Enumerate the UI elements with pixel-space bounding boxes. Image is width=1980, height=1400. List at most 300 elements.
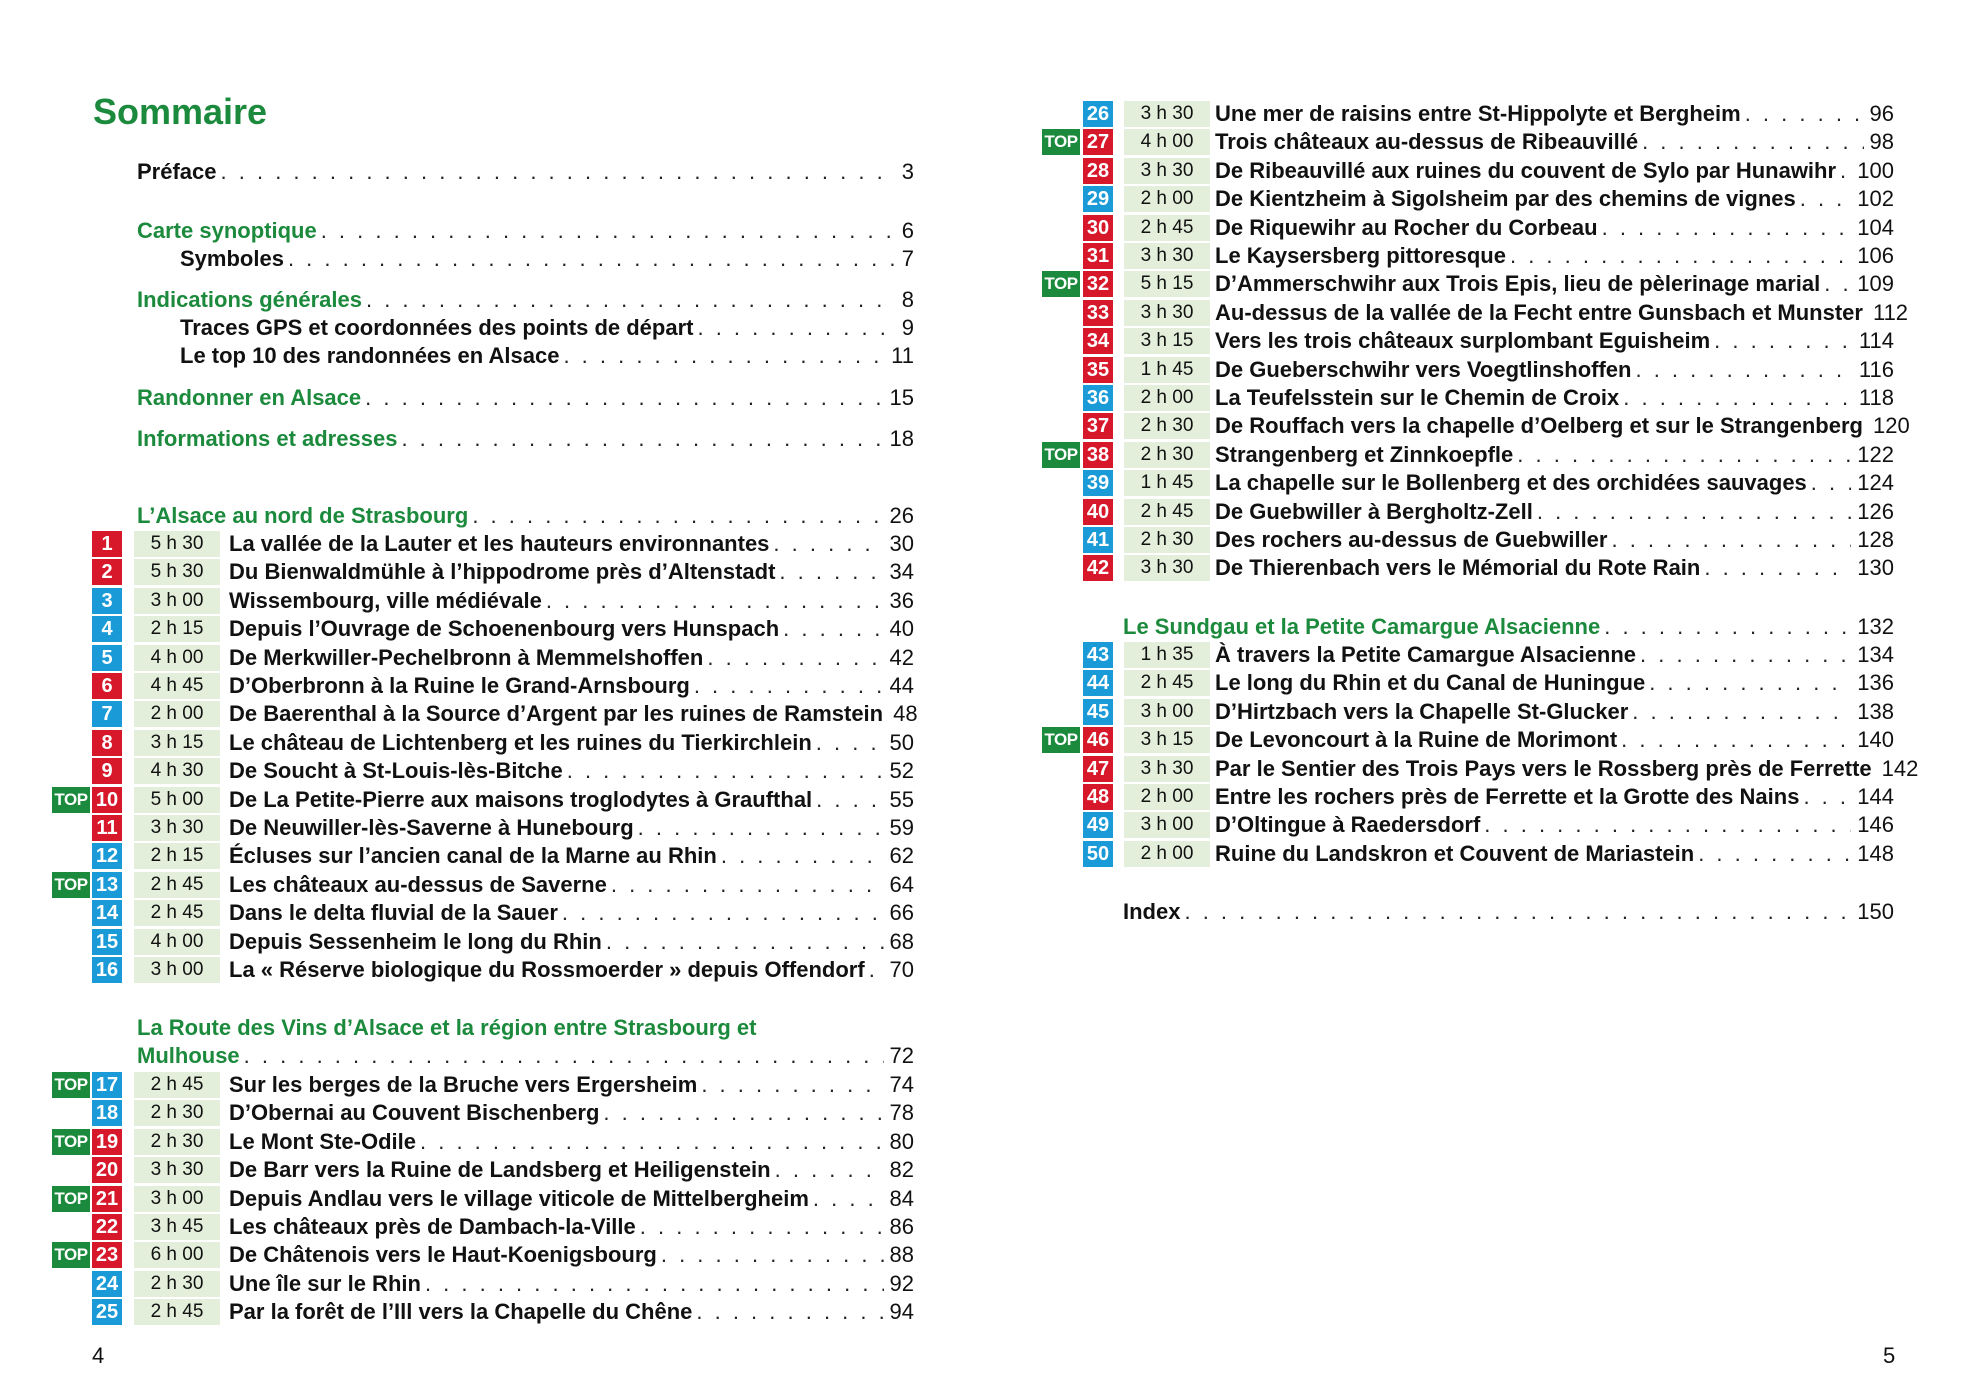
route-number-badge: 42	[1083, 555, 1113, 581]
route-number-badge: 46	[1083, 727, 1113, 753]
page-number: 40	[889, 616, 914, 641]
route-number-badge: 48	[1083, 784, 1113, 810]
route-duration: 2 h 15	[134, 616, 220, 642]
index-entry[interactable]	[1123, 898, 1894, 926]
page-number: 120	[1872, 413, 1910, 438]
route-number-badge: 24	[92, 1271, 122, 1297]
page-number: 30	[889, 531, 914, 556]
page-number: 11	[891, 343, 914, 368]
route-duration: 3 h 30	[134, 1157, 220, 1183]
route-title: D’Ammerschwihr aux Trois Epis, lieu de pèlerinage marial	[1215, 271, 1821, 296]
leader-dots	[365, 384, 883, 412]
route-entry[interactable]	[1215, 554, 1894, 582]
leader-dots	[1640, 641, 1851, 669]
route-entry[interactable]	[1215, 157, 1894, 185]
toc-entry[interactable]	[180, 342, 914, 370]
page-number: 136	[1857, 670, 1894, 695]
route-title: D’Obernai au Couvent Bischenberg	[229, 1100, 600, 1125]
route-number-badge: 18	[92, 1100, 122, 1126]
route-number-badge: 50	[1083, 841, 1113, 867]
page-number: 62	[889, 843, 914, 868]
route-entry[interactable]	[229, 615, 914, 643]
page-number: 86	[889, 1214, 914, 1239]
route-number-badge: 9	[92, 758, 122, 784]
route-title: Du Bienwaldmühle à l’hippodrome près d’Altenstadt	[229, 559, 776, 584]
leader-dots	[697, 314, 895, 342]
route-number-badge: 30	[1083, 215, 1113, 241]
route-number-badge: 31	[1083, 243, 1113, 269]
page-number: 138	[1857, 699, 1894, 724]
page-number: 70	[889, 957, 914, 982]
route-number-badge: 44	[1083, 670, 1113, 696]
route-number-badge: 2	[92, 559, 122, 585]
toc-entry-label: Préface	[137, 159, 217, 184]
leader-dots	[1604, 613, 1851, 641]
route-title: La chapelle sur le Bollenberg et des orchidées sauvages	[1215, 470, 1807, 495]
page-number: 144	[1857, 784, 1894, 809]
route-title: De Riquewihr au Rocher du Corbeau	[1215, 215, 1598, 240]
route-entry[interactable]	[1215, 412, 1910, 440]
route-duration: 3 h 30	[1124, 555, 1210, 581]
route-duration: 2 h 00	[1124, 385, 1210, 411]
route-duration: 3 h 30	[1124, 243, 1210, 269]
route-duration: 2 h 45	[1124, 499, 1210, 525]
route-entry[interactable]	[229, 786, 914, 814]
route-title: La « Réserve biologique du Rossmoerder » depuis Offendorf	[229, 957, 865, 982]
page-number: 130	[1857, 555, 1894, 580]
route-entry[interactable]	[229, 1241, 914, 1269]
route-duration: 2 h 30	[134, 1100, 220, 1126]
route-number-badge: 47	[1083, 756, 1113, 782]
leader-dots	[567, 757, 884, 785]
route-entry[interactable]	[229, 842, 914, 870]
route-number-badge: 49	[1083, 812, 1113, 838]
route-duration: 3 h 15	[1124, 328, 1210, 354]
page-number: 132	[1857, 614, 1894, 639]
route-duration: 3 h 30	[1124, 756, 1210, 782]
leader-dots	[321, 217, 896, 245]
leader-dots	[288, 245, 896, 273]
route-duration: 3 h 30	[1124, 158, 1210, 184]
route-duration: 4 h 00	[134, 929, 220, 955]
route-title: De Levoncourt à la Ruine de Morimont	[1215, 727, 1618, 752]
route-number-badge: 19	[92, 1129, 122, 1155]
route-entry[interactable]	[229, 672, 914, 700]
route-title: De Barr vers la Ruine de Landsberg et Heiligenstein	[229, 1157, 771, 1182]
route-duration: 2 h 30	[1124, 442, 1210, 468]
route-duration: 2 h 45	[134, 900, 220, 926]
route-entry[interactable]	[1215, 270, 1894, 298]
route-number-badge: 4	[92, 616, 122, 642]
leader-dots	[221, 158, 896, 186]
page-number: 104	[1857, 215, 1894, 240]
top-badge: TOP	[52, 1129, 90, 1155]
route-entry[interactable]	[1215, 840, 1894, 868]
toc-entry-label: Symboles	[180, 246, 284, 271]
route-title: Depuis l’Ouvrage de Schoenenbourg vers Hunspach	[229, 616, 780, 641]
route-title: Depuis Andlau vers le village viticole de Mittelbergheim	[229, 1186, 809, 1211]
route-duration: 2 h 45	[1124, 670, 1210, 696]
route-duration: 2 h 30	[134, 1129, 220, 1155]
route-title: Depuis Sessenheim le long du Rhin	[229, 929, 602, 954]
route-duration: 1 h 45	[1124, 470, 1210, 496]
route-duration: 1 h 45	[1124, 357, 1210, 383]
leader-dots	[546, 587, 884, 615]
route-number-badge: 28	[1083, 158, 1113, 184]
leader-dots	[1840, 157, 1851, 185]
route-title: Entre les rochers près de Ferrette et la Grotte des Nains	[1215, 784, 1800, 809]
leader-dots	[1184, 898, 1851, 926]
route-title: De Thierenbach vers le Mémorial du Rote Rain	[1215, 555, 1701, 580]
route-entry[interactable]	[1215, 299, 1909, 327]
leader-dots	[1642, 128, 1863, 156]
route-duration: 2 h 15	[134, 843, 220, 869]
leader-dots	[1602, 214, 1852, 242]
leader-dots	[472, 502, 883, 530]
route-title: De Soucht à St-Louis-lès-Bitche	[229, 758, 563, 783]
page-number: 150	[1857, 899, 1894, 924]
toc-entry[interactable]	[180, 314, 914, 342]
toc-entry-label: Le top 10 des randonnées en Alsace	[180, 343, 560, 368]
route-title: Le Kaysersberg pittoresque	[1215, 243, 1506, 268]
section-heading-north[interactable]	[137, 502, 914, 530]
leader-dots	[721, 842, 884, 870]
leader-dots	[1517, 441, 1851, 469]
leader-dots	[779, 558, 883, 586]
page-title: Sommaire	[93, 91, 268, 132]
section-heading-vins[interactable]	[137, 1042, 914, 1070]
route-title: Sur les berges de la Bruche vers Ergersheim	[229, 1072, 698, 1097]
page-number: 88	[889, 1242, 914, 1267]
route-number-badge: 23	[92, 1242, 122, 1268]
page-number: 94	[889, 1299, 914, 1324]
leader-dots	[696, 1298, 883, 1326]
route-number-badge: 16	[92, 957, 122, 983]
toc-entry-label: Informations et adresses	[137, 426, 398, 451]
leader-dots	[1649, 669, 1851, 697]
route-entry[interactable]	[1215, 641, 1894, 669]
route-entry[interactable]	[229, 530, 914, 558]
leader-dots	[401, 425, 883, 453]
leader-dots	[661, 1241, 884, 1269]
leader-dots	[816, 729, 884, 757]
route-title: Par le Sentier des Trois Pays vers le Rossberg près de Ferrette	[1215, 756, 1872, 781]
route-duration: 3 h 00	[1124, 812, 1210, 838]
page-number: 64	[889, 872, 914, 897]
route-number-badge: 32	[1083, 271, 1113, 297]
route-title: Le long du Rhin et du Canal de Huningue	[1215, 670, 1646, 695]
page-number: 128	[1857, 527, 1894, 552]
route-number-badge: 15	[92, 929, 122, 955]
leader-dots	[775, 1156, 884, 1184]
page-number: 80	[889, 1129, 914, 1154]
route-number-badge: 41	[1083, 527, 1113, 553]
route-entry[interactable]	[229, 644, 914, 672]
route-duration: 4 h 00	[134, 645, 220, 671]
route-title: Une île sur le Rhin	[229, 1271, 421, 1296]
route-duration: 3 h 00	[134, 957, 220, 983]
route-duration: 3 h 15	[134, 730, 220, 756]
route-entry[interactable]	[1215, 214, 1894, 242]
route-number-badge: 14	[92, 900, 122, 926]
route-entry[interactable]	[229, 729, 914, 757]
page-number: 6	[901, 218, 914, 243]
route-duration: 2 h 45	[134, 872, 220, 898]
top-badge: TOP	[1042, 271, 1080, 297]
leader-dots	[1704, 554, 1851, 582]
route-title: De Gueberschwihr vers Voegtlinshoffen	[1215, 357, 1632, 382]
toc-entry[interactable]	[137, 158, 914, 186]
route-number-badge: 33	[1083, 300, 1113, 326]
route-entry[interactable]	[229, 587, 914, 615]
route-entry[interactable]	[229, 1213, 914, 1241]
route-title: De Châtenois vers le Haut-Koenigsbourg	[229, 1242, 657, 1267]
route-entry[interactable]	[229, 558, 914, 586]
route-number-badge: 21	[92, 1186, 122, 1212]
page-number: 140	[1857, 727, 1894, 752]
page-number: 72	[889, 1043, 914, 1068]
page-number: 118	[1858, 385, 1894, 410]
leader-dots	[244, 1042, 884, 1070]
route-entry[interactable]	[1215, 498, 1894, 526]
toc-entry[interactable]	[137, 286, 914, 314]
route-number-badge: 27	[1083, 129, 1113, 155]
route-entry[interactable]	[229, 1156, 914, 1184]
leader-dots	[366, 286, 896, 314]
route-entry[interactable]	[229, 956, 914, 984]
route-entry[interactable]	[1215, 128, 1894, 156]
toc-entry[interactable]	[137, 425, 914, 453]
top-badge: TOP	[52, 1072, 90, 1098]
leader-dots	[563, 342, 885, 370]
route-title: De Kientzheim à Sigolsheim par des chemins de vignes	[1215, 186, 1796, 211]
route-entry[interactable]	[229, 814, 914, 842]
leader-dots	[611, 871, 884, 899]
section-heading-vins-line1	[137, 1014, 914, 1042]
route-title: Écluses sur l’ancien canal de la Marne au Rhin	[229, 843, 717, 868]
page-number: 122	[1857, 442, 1894, 467]
leader-dots	[1800, 185, 1852, 213]
route-entry[interactable]	[1215, 441, 1894, 469]
route-entry[interactable]	[1215, 526, 1894, 554]
route-number-badge: 35	[1083, 357, 1113, 383]
leader-dots	[1537, 498, 1851, 526]
toc-entry[interactable]	[137, 384, 914, 412]
route-title: Vers les trois châteaux surplombant Eguisheim	[1215, 328, 1711, 353]
top-badge: TOP	[52, 872, 90, 898]
route-title: À travers la Petite Camargue Alsacienne	[1215, 642, 1637, 667]
page-number: 114	[1858, 328, 1894, 353]
leader-dots	[1621, 726, 1851, 754]
route-duration: 3 h 30	[1124, 101, 1210, 127]
route-entry[interactable]	[1215, 726, 1894, 754]
leader-dots	[420, 1128, 884, 1156]
route-entry[interactable]	[1215, 356, 1894, 384]
page-number: 50	[889, 730, 914, 755]
route-duration: 3 h 00	[1124, 699, 1210, 725]
page-number: 92	[889, 1271, 914, 1296]
leader-dots	[1611, 526, 1851, 554]
route-number-badge: 25	[92, 1299, 122, 1325]
route-entry[interactable]	[229, 1128, 914, 1156]
top-badge: TOP	[52, 1186, 90, 1212]
route-title: De Baerenthal à la Source d’Argent par les ruines de Ramstein	[229, 701, 884, 726]
route-number-badge: 6	[92, 673, 122, 699]
route-entry[interactable]	[229, 700, 918, 728]
top-badge: TOP	[52, 1242, 90, 1268]
route-entry[interactable]	[1215, 698, 1894, 726]
route-entry[interactable]	[229, 1270, 914, 1298]
route-duration: 2 h 45	[134, 1072, 220, 1098]
route-entry[interactable]	[229, 1099, 914, 1127]
route-duration: 2 h 30	[134, 1271, 220, 1297]
route-number-badge: 1	[92, 531, 122, 557]
route-number-badge: 40	[1083, 499, 1113, 525]
top-badge: TOP	[1042, 442, 1080, 468]
leader-dots	[707, 644, 883, 672]
leader-dots	[425, 1270, 884, 1298]
route-number-badge: 3	[92, 588, 122, 614]
route-duration: 2 h 00	[1124, 784, 1210, 810]
route-entry[interactable]	[1215, 242, 1894, 270]
route-number-badge: 20	[92, 1157, 122, 1183]
route-number-badge: 22	[92, 1214, 122, 1240]
route-title: Strangenberg et Zinnkoepfle	[1215, 442, 1514, 467]
route-title: De Neuwiller-lès-Saverne à Hunebourg	[229, 815, 634, 840]
top-badge: TOP	[1042, 727, 1080, 753]
page-number: 59	[889, 815, 914, 840]
route-title: La Teufelsstein sur le Chemin de Croix	[1215, 385, 1620, 410]
section-title: L’Alsace au nord de Strasbourg	[137, 503, 469, 528]
route-number-badge: 8	[92, 730, 122, 756]
leader-dots	[783, 615, 883, 643]
route-entry[interactable]	[1215, 755, 1919, 783]
route-duration: 2 h 00	[1124, 186, 1210, 212]
route-duration: 3 h 30	[1124, 300, 1210, 326]
route-entry[interactable]	[1215, 100, 1894, 128]
leader-dots	[1745, 100, 1864, 128]
route-number-badge: 39	[1083, 470, 1113, 496]
route-entry[interactable]	[1215, 783, 1894, 811]
page-number: 96	[1869, 101, 1894, 126]
route-title: Wissembourg, ville médiévale	[229, 588, 542, 613]
route-entry[interactable]	[229, 928, 914, 956]
route-entry[interactable]	[229, 871, 914, 899]
page-number: 34	[889, 559, 914, 584]
folio-left: 4	[92, 1343, 105, 1368]
route-duration: 5 h 00	[134, 787, 220, 813]
right-page	[990, 0, 1980, 1400]
leader-dots	[816, 786, 883, 814]
section-title-line2: Mulhouse	[137, 1043, 240, 1068]
leader-dots	[773, 530, 883, 558]
leader-dots	[701, 1071, 883, 1099]
route-number-badge: 29	[1083, 186, 1113, 212]
page-number: 74	[889, 1072, 914, 1097]
page-number: 124	[1857, 470, 1894, 495]
leader-dots	[640, 1213, 884, 1241]
route-title: D’Oberbronn à la Ruine le Grand-Arnsbourg	[229, 673, 690, 698]
toc-entry-label: Randonner en Alsace	[137, 385, 362, 410]
route-entry[interactable]	[229, 1185, 914, 1213]
leader-dots	[606, 928, 884, 956]
route-number-badge: 17	[92, 1072, 122, 1098]
page-number: 134	[1857, 642, 1894, 667]
route-title: Au-dessus de la vallée de la Fecht entre Gunsbach et Munster	[1215, 300, 1863, 325]
leader-dots	[813, 1185, 884, 1213]
top-badge: TOP	[52, 787, 90, 813]
route-number-badge: 43	[1083, 642, 1113, 668]
leader-dots	[1811, 469, 1851, 497]
route-duration: 3 h 15	[1124, 727, 1210, 753]
route-duration: 3 h 00	[134, 588, 220, 614]
toc-entry[interactable]	[137, 217, 914, 245]
route-number-badge: 7	[92, 701, 122, 727]
toc-entry[interactable]	[180, 245, 914, 273]
route-title: De Rouffach vers la chapelle d’Oelberg et sur le Strangenberg	[1215, 413, 1863, 438]
page-number: 142	[1881, 756, 1919, 781]
leader-dots	[1510, 242, 1851, 270]
page-number: 68	[889, 929, 914, 954]
page-number: 112	[1872, 300, 1909, 325]
route-duration: 1 h 35	[1124, 642, 1210, 668]
page-number: 48	[893, 701, 918, 726]
top-badge: TOP	[1042, 129, 1080, 155]
route-entry[interactable]	[1215, 811, 1894, 839]
route-duration: 5 h 30	[134, 559, 220, 585]
route-duration: 5 h 15	[1124, 271, 1210, 297]
route-entry[interactable]	[229, 899, 914, 927]
route-entry[interactable]	[229, 1298, 914, 1326]
route-entry[interactable]	[1215, 469, 1894, 497]
page-number: 116	[1858, 357, 1894, 382]
page-number: 98	[1869, 129, 1894, 154]
page-number: 3	[901, 159, 914, 184]
folio-right: 5	[1883, 1343, 1896, 1368]
route-duration: 4 h 00	[1124, 129, 1210, 155]
toc-entry-label: Indications générales	[137, 287, 362, 312]
route-number-badge: 37	[1083, 413, 1113, 439]
route-duration: 2 h 30	[1124, 527, 1210, 553]
route-entry[interactable]	[1215, 185, 1894, 213]
section-heading-sundgau[interactable]	[1123, 613, 1894, 641]
route-duration: 6 h 00	[134, 1242, 220, 1268]
page-number: 106	[1857, 243, 1894, 268]
route-title: Les châteaux près de Dambach-la-Ville	[229, 1214, 636, 1239]
route-number-badge: 10	[92, 787, 122, 813]
route-title: Dans le delta fluvial de la Sauer	[229, 900, 558, 925]
page-number: 66	[889, 900, 914, 925]
page-number: 78	[889, 1100, 914, 1125]
page-number: 26	[889, 503, 914, 528]
leader-dots	[869, 956, 884, 984]
route-entry[interactable]	[1215, 384, 1894, 412]
route-title: Le Mont Ste-Odile	[229, 1129, 416, 1154]
route-number-badge: 36	[1083, 385, 1113, 411]
leader-dots	[638, 814, 884, 842]
leader-dots	[694, 672, 884, 700]
route-title: Par la forêt de l’Ill vers la Chapelle du Chêne	[229, 1299, 693, 1324]
route-entry[interactable]	[229, 757, 914, 785]
route-entry[interactable]	[1215, 669, 1894, 697]
route-duration: 4 h 45	[134, 673, 220, 699]
page-number: 36	[889, 588, 914, 613]
route-duration: 2 h 45	[134, 1299, 220, 1325]
route-entry[interactable]	[1215, 327, 1894, 355]
route-title: Le château de Lichtenberg et les ruines du Tierkirchlein	[229, 730, 812, 755]
route-title: D’Hirtzbach vers la Chapelle St-Glucker	[1215, 699, 1629, 724]
route-entry[interactable]	[229, 1071, 914, 1099]
